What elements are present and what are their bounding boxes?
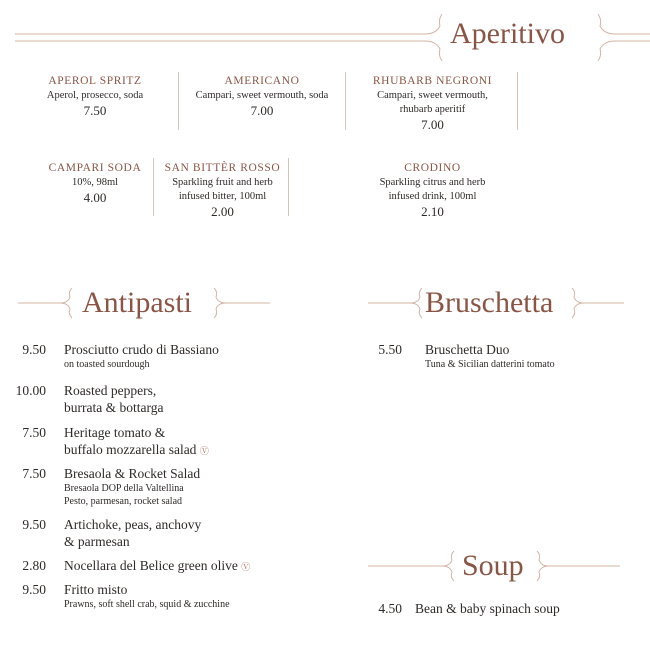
drink-desc: Aperol, prosecco, soda (46, 90, 144, 101)
item-desc: Tuna & Sicilian datterini tomato (425, 359, 555, 370)
item-name-text: Artichoke, peas, anchovy & parmesan (64, 517, 202, 549)
divider (153, 158, 154, 216)
item-price: 9.50 (22, 517, 46, 532)
divider (345, 72, 346, 130)
item-name-text: Bresaola & Rocket Salad (64, 466, 201, 481)
item-desc: Prawns, soft shell crab, squid & zucchine (64, 599, 230, 610)
item-price: 7.50 (22, 466, 46, 481)
section-title-soup: Soup (462, 549, 524, 582)
divider (288, 158, 289, 216)
item-price: 5.50 (378, 342, 402, 357)
vegetarian-icon: Ⓥ (241, 562, 251, 572)
item-name: Bruschetta Duo (425, 342, 510, 357)
drink-price: 7.00 (250, 103, 274, 118)
item-name: Bean & baby spinach soup (415, 601, 560, 616)
drink-desc: 10%, 98ml (71, 177, 119, 188)
drink-desc: Sparkling fruit and herb infused bitter, 100ml (172, 177, 273, 202)
divider (517, 72, 518, 130)
item-price: 7.50 (22, 425, 46, 440)
item-price: 2.80 (22, 558, 46, 573)
menu-item (0, 424, 320, 460)
divider (178, 72, 179, 130)
item-name (64, 341, 320, 358)
drink-rhubarb-negroni (360, 73, 505, 133)
item-name (64, 382, 320, 416)
menu-item (330, 600, 630, 617)
item-desc: Bresaola DOP della Valtellina Pesto, parmesan, rocket salad (64, 483, 184, 507)
menu-item (330, 341, 630, 371)
item-price: 10.00 (15, 383, 46, 398)
drink-crodino (375, 160, 490, 220)
drink-price: 7.00 (421, 117, 444, 132)
item-name-text: Roasted peppers, burrata & bottarga (64, 383, 164, 415)
item-name-text: Fritto misto (64, 582, 128, 597)
item-price: 9.50 (22, 342, 46, 357)
item-price: 4.50 (378, 601, 402, 616)
item-name-text: Nocellara del Belice green olive (64, 558, 238, 573)
item-name-text: Prosciutto crudo di Bassiano (64, 342, 219, 357)
drink-desc: Sparkling citrus and herb infused drink, 100ml (379, 177, 486, 202)
drink-san-bitter-rosso (160, 160, 285, 220)
menu-item (0, 341, 320, 371)
item-price: 9.50 (22, 582, 46, 597)
drink-desc: Campari, sweet vermouth, soda (195, 90, 329, 101)
drink-price: 7.50 (83, 103, 107, 118)
drink-price: 2.10 (421, 204, 444, 219)
item-name-text: Heritage tomato & buffalo mozzarella salad (64, 425, 197, 457)
item-name (64, 424, 320, 460)
drink-name: APEROL SPRITZ (48, 75, 142, 87)
drink-campari-soda (40, 160, 150, 206)
section-title-aperitivo: Aperitivo (450, 17, 565, 50)
drink-name: SAN BITTÈR ROSSO (164, 162, 281, 174)
drink-name: CAMPARI SODA (48, 162, 142, 174)
item-desc: on toasted sourdough (64, 359, 150, 370)
vegetarian-icon: Ⓥ (199, 446, 209, 456)
drink-name: CRODINO (404, 162, 461, 174)
drink-aperol-spritz (20, 73, 170, 119)
drink-americano (180, 73, 344, 119)
drink-price: 4.00 (83, 190, 107, 205)
drink-price: 2.00 (211, 204, 234, 219)
soup-header-ornament (0, 543, 650, 593)
drink-name: RHUBARB NEGRONI (372, 75, 493, 87)
section-title-bruschetta: Bruschetta (425, 286, 554, 319)
section-title-antipasti: Antipasti (82, 286, 192, 319)
drink-desc: Campari, sweet vermouth, rhubarb aperitif (377, 90, 488, 115)
item-name (64, 465, 320, 482)
menu-item (0, 382, 320, 416)
menu-item (0, 465, 320, 508)
drink-name: AMERICANO (224, 75, 300, 87)
